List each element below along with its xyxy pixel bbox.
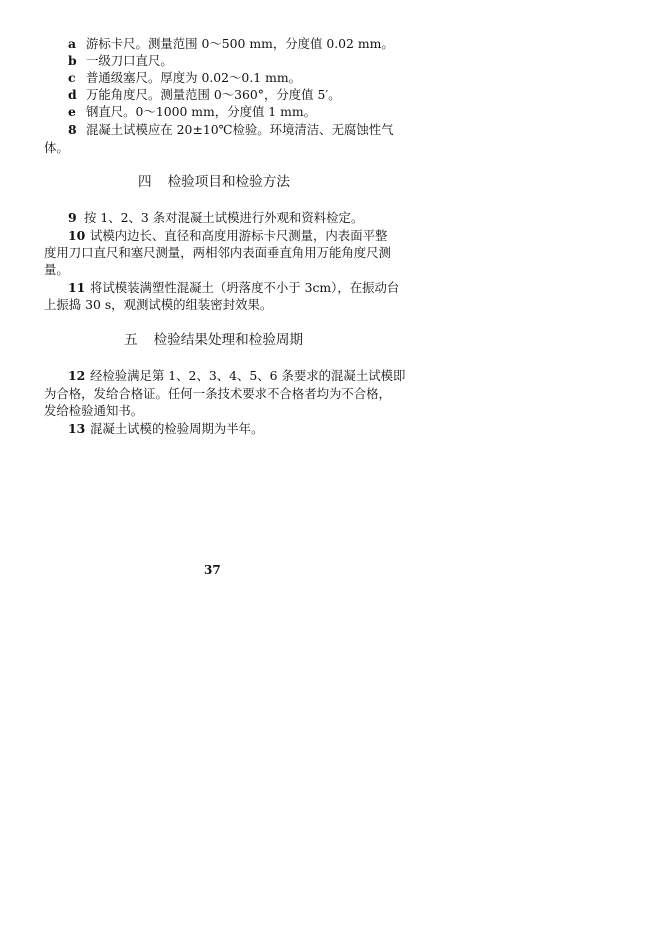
item-label: c: [68, 70, 76, 85]
list-item: [68, 70, 301, 86]
item-label: b: [68, 53, 77, 68]
clause-8-continuation: 体。: [44, 140, 69, 155]
clause-8: [68, 122, 394, 138]
clause-number: 10: [68, 228, 86, 243]
item-text: 钢直尺。0～1000 mm，分度值 1 mm。: [86, 104, 317, 119]
clause-10-continuation: 量。: [44, 262, 69, 277]
item-label: e: [68, 104, 76, 119]
clause-10-continuation: 度用刀口直尺和塞尺测量，两相邻内表面垂直角用万能角度尺测: [44, 245, 391, 260]
clause-12: [68, 368, 405, 384]
clause-text: 按 1、2、3 条对混凝土试模进行外观和资料检定。: [84, 210, 364, 225]
section-title: 检验结果处理和检验周期: [153, 332, 304, 348]
clause-number: 12: [68, 368, 86, 383]
clause-number: 8: [68, 122, 77, 137]
section-number: 五: [124, 332, 138, 348]
section-title: 检验项目和检验方法: [167, 174, 290, 190]
item-text: 一级刀口直尺。: [86, 53, 173, 68]
list-item: [68, 87, 341, 103]
section-heading: [138, 173, 290, 191]
clause-12-continuation: 发给检验通知书。: [44, 403, 144, 418]
list-item: [68, 104, 316, 120]
clause-number: 11: [68, 280, 86, 295]
item-label: a: [68, 36, 77, 51]
item-text: 游标卡尺。测量范围 0～500 mm，分度值 0.02 mm。: [86, 36, 394, 51]
clause-12-continuation: 为合格，发给合格证。任何一条技术要求不合格者均为不合格，: [44, 386, 391, 401]
clause-text: 经检验满足第 1、2、3、4、5、6 条要求的混凝土试模即: [90, 368, 406, 383]
clause-text: 将试模装满塑性混凝土（坍落度不小于 3cm），在振动台: [90, 280, 400, 295]
page-number: 37: [204, 563, 221, 577]
section-number: 四: [138, 174, 152, 190]
clause-10: [68, 228, 387, 244]
clause-number: 9: [68, 210, 77, 225]
list-item: [68, 36, 394, 52]
clause-text: 试模内边长、直径和高度用游标卡尺测量，内表面平整: [90, 228, 388, 243]
clause-13: [68, 421, 263, 437]
item-text: 普通级塞尺。厚度为 0.02～0.1 mm。: [86, 70, 301, 85]
clause-11-continuation: 上振捣 30 s，观测试模的组装密封效果。: [44, 297, 273, 312]
item-text: 万能角度尺。测量范围 0～360°，分度值 5′。: [86, 87, 341, 102]
clause-text: 混凝土试模应在 20±10℃检验。环境清洁、无腐蚀性气: [86, 122, 394, 137]
clause-text: 混凝土试模的检验周期为半年。: [90, 421, 264, 436]
section-heading: [124, 331, 303, 349]
clause-number: 13: [68, 421, 86, 436]
clause-9: [68, 210, 363, 226]
clause-11: [68, 280, 399, 296]
item-label: d: [68, 87, 77, 102]
list-item: [68, 53, 173, 69]
